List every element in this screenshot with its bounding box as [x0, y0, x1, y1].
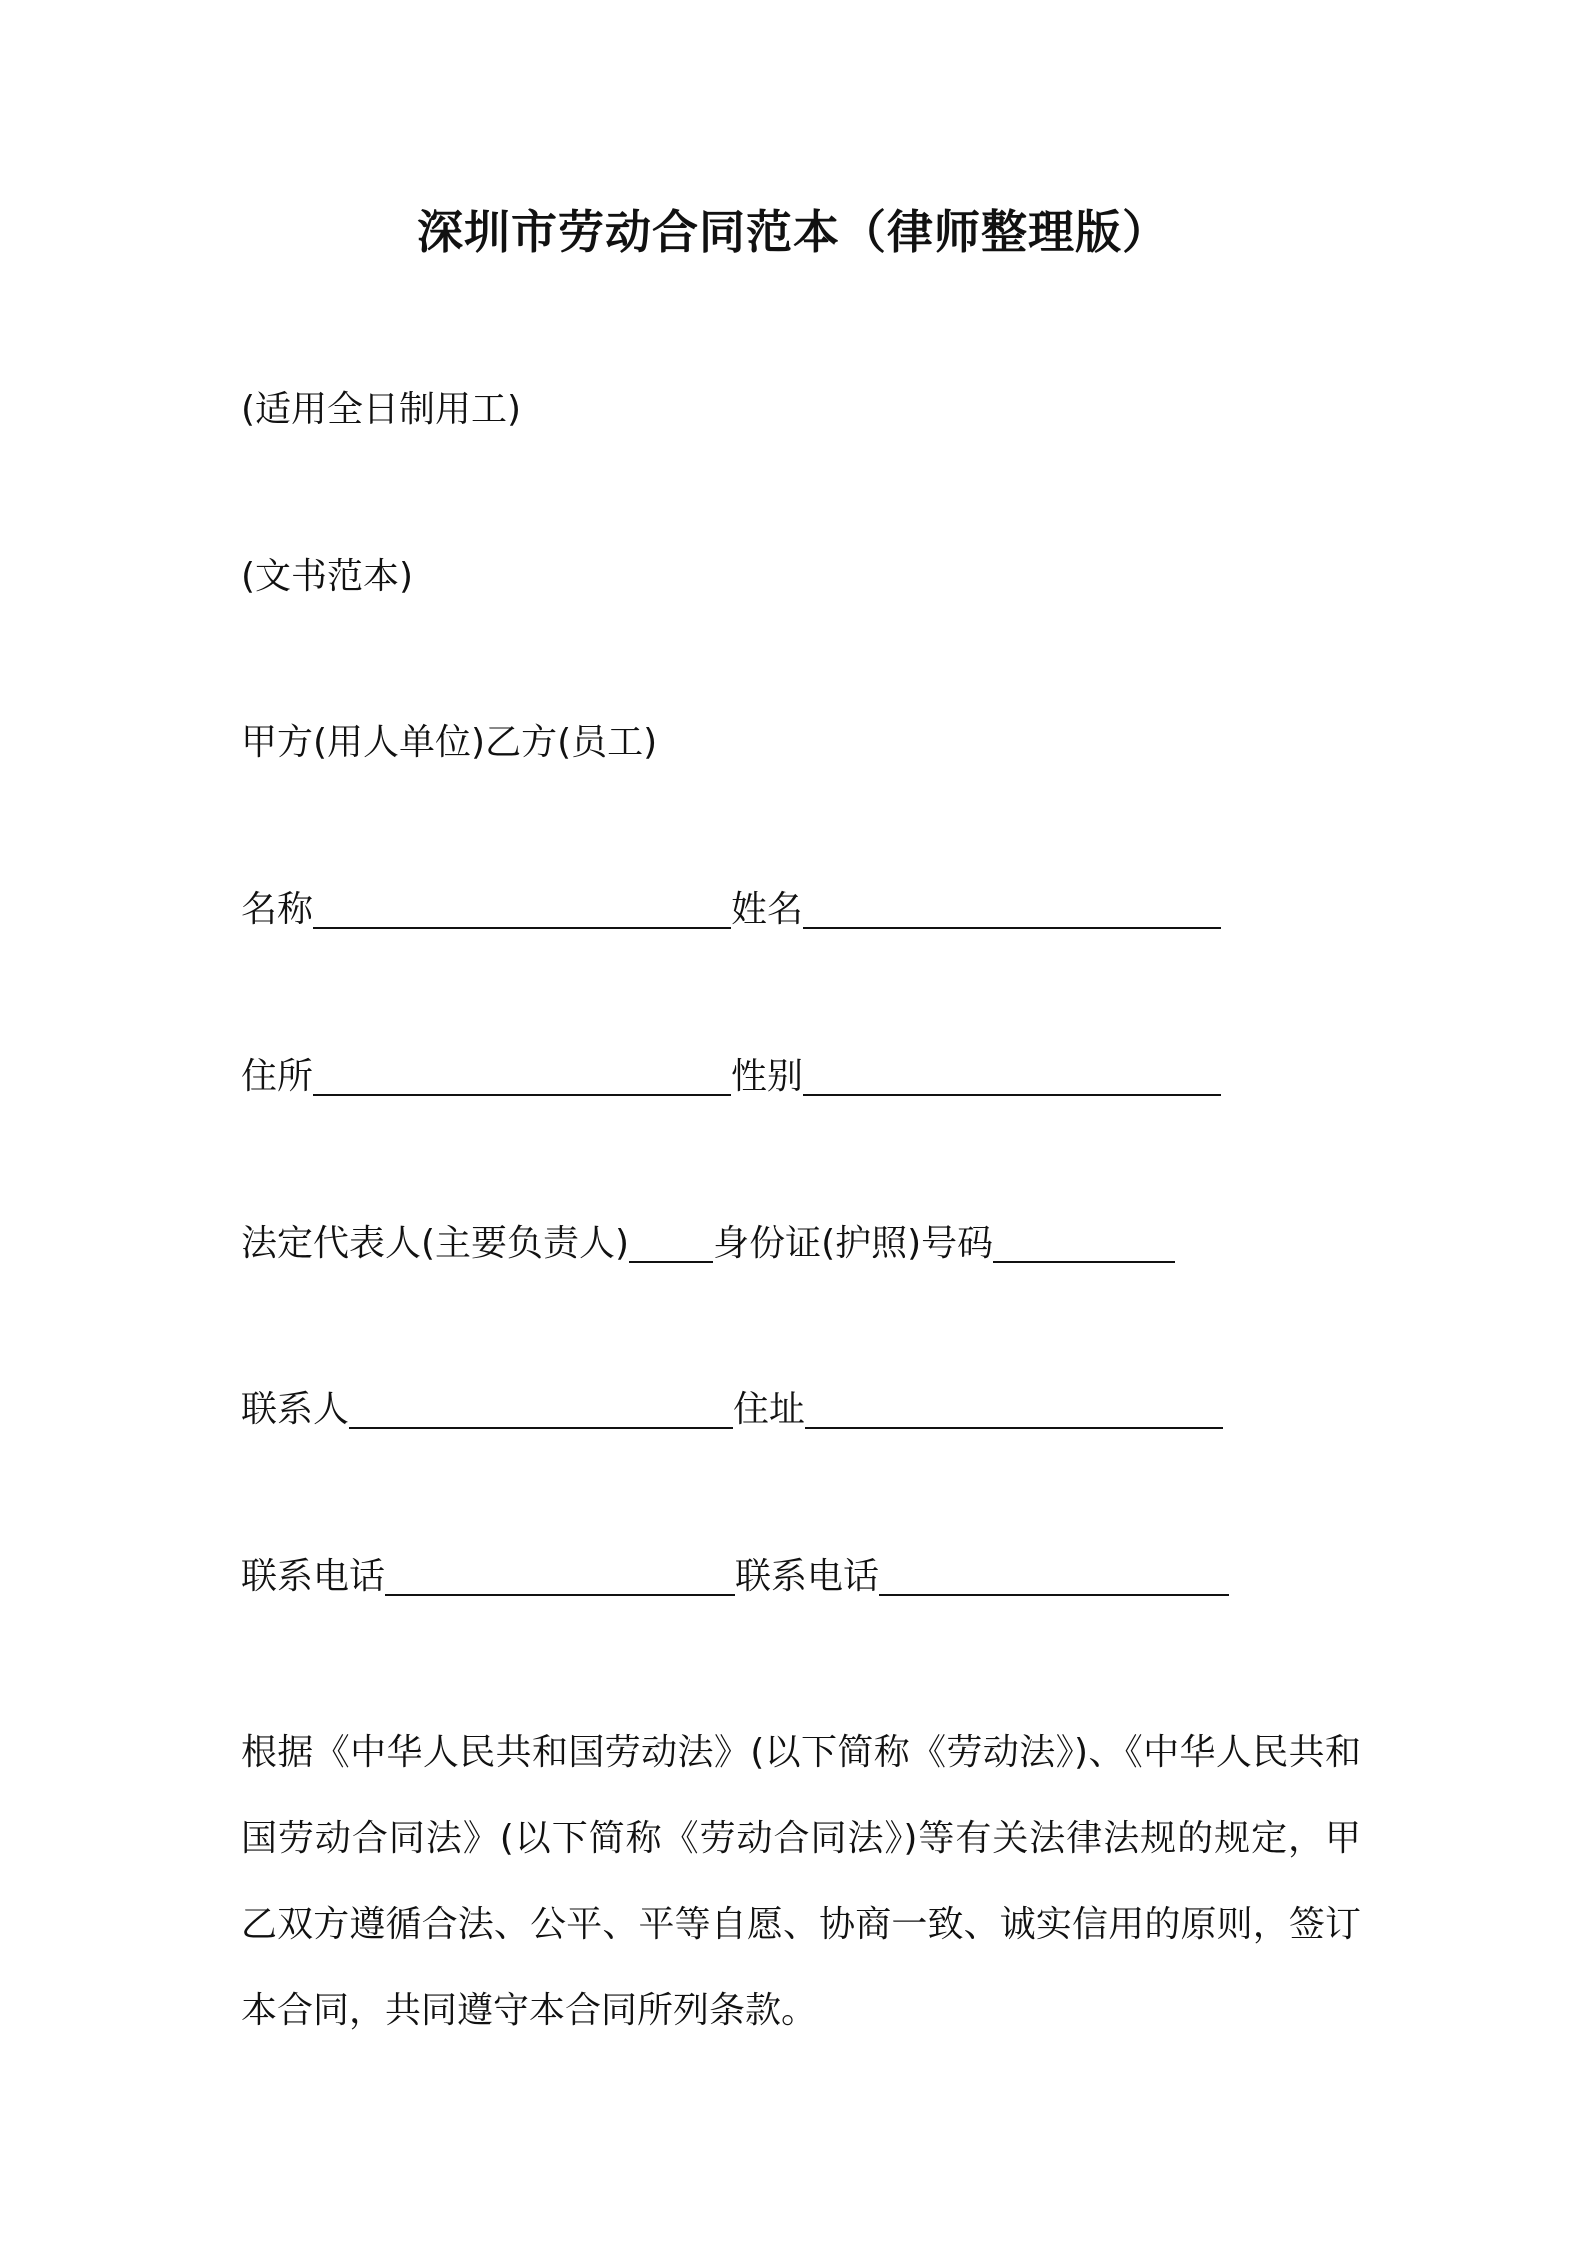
contact-person-blank[interactable]: [349, 1387, 733, 1429]
person-name-blank[interactable]: [803, 887, 1221, 929]
phone-b-blank[interactable]: [879, 1554, 1229, 1596]
person-name-label: 姓名: [731, 889, 804, 930]
legal-rep-label: 法定代表人(主要负责人): [241, 1223, 630, 1264]
phone-a-blank[interactable]: [385, 1554, 735, 1596]
row-contact: [241, 1385, 1223, 1435]
legal-rep-blank[interactable]: [629, 1221, 713, 1263]
parties-line: 甲方(用人单位)乙方(员工): [241, 722, 658, 763]
residence-label: 住所: [241, 1056, 314, 1097]
name-blank[interactable]: [313, 887, 731, 929]
address-label: 住址: [733, 1389, 806, 1430]
preamble-paragraph: 根据《中华人民共和国劳动法》(以下简称《劳动法》)、《中华人民共和国劳动合同法》(以下简称《劳动合同法》)等有关法律法规的规定，甲乙双方遵循合法、公平、平等自愿、协商一致、诚实信用的原则，签订本合同，共同遵守本合同所列条款。: [241, 1732, 1361, 2031]
contact-person-label: 联系人: [241, 1389, 350, 1430]
row-name: [241, 885, 1221, 935]
row-residence: [241, 1052, 1221, 1102]
name-label: 名称: [241, 889, 314, 930]
address-blank[interactable]: [805, 1387, 1223, 1429]
id-label: 身份证(护照)号码: [713, 1223, 994, 1264]
phone-label-b: 联系电话: [735, 1556, 880, 1597]
phone-label-a: 联系电话: [241, 1556, 386, 1597]
row-legal-rep: [241, 1219, 1175, 1269]
subtitle-template: (文书范本): [241, 556, 414, 597]
residence-blank[interactable]: [313, 1054, 731, 1096]
gender-label: 性别: [731, 1056, 804, 1097]
id-blank[interactable]: [993, 1221, 1175, 1263]
subtitle-full-time: (适用全日制用工): [241, 389, 522, 430]
gender-blank[interactable]: [803, 1054, 1221, 1096]
row-phone: [241, 1552, 1229, 1602]
document-title: 深圳市劳动合同范本（律师整理版）: [417, 205, 1169, 259]
